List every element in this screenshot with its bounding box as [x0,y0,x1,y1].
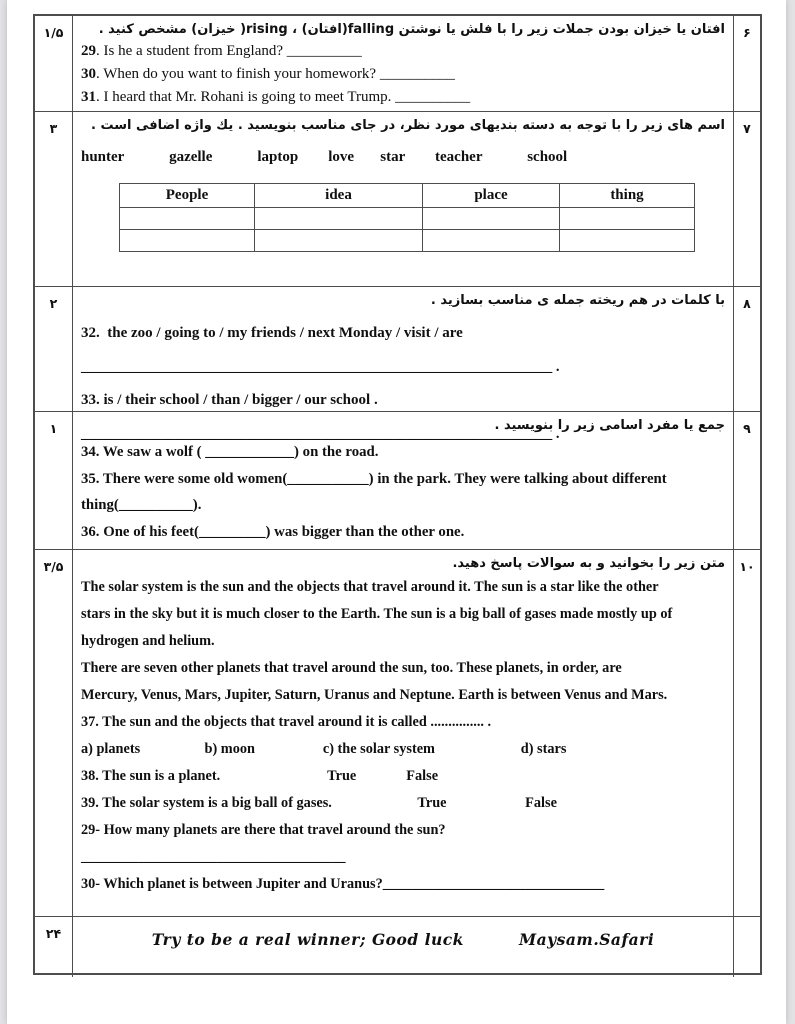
question-number-cell-8 [733,287,760,412]
instruction-fa-section-6: افتان یا خیزان بودن جملات زیر را با فلش یا نوشتن falling(افتان) ، rising( خیزان) مشخص کنید . [98,22,725,37]
question-text: . Is he a student from England? __________ [96,43,362,59]
column-header-thing: thing [560,184,695,208]
score-value: ۳ [49,121,58,136]
answer-cell [255,208,423,230]
section-10-content [73,550,733,917]
section-number: ۹ [743,421,751,436]
true-false-line-38: 38. The sun is a planet. True False [81,768,439,784]
score-value: ۱ [49,421,58,436]
score-cell-section-7 [35,112,73,287]
total-score-value: ۲۴ [45,926,62,941]
answer-blank-32: _________________________________________________________________ . [81,359,560,375]
column-header-idea: idea [255,184,423,208]
score-cell-section-6 [35,16,73,112]
instruction-fa-section-9: جمع یا مفرد اسامی زیر را بنویسید . [494,418,725,433]
question-line-30b: 30- Which planet is between Jupiter and Uranus?_______________________________ [81,876,605,892]
question-line-30 [81,63,725,86]
question-line-37: 37. The sun and the objects that travel around it is called ............... . [81,714,492,730]
score-value: ۳/۵ [43,559,64,574]
section-7-content [73,112,733,287]
answer-blank-33: _________________________________________________________________ . [81,426,560,442]
footer-author: Maysam.Safari [518,930,655,949]
section-number: ۷ [743,121,751,136]
question-number: 30 [81,66,96,82]
section-number: ۶ [743,25,751,40]
passage-line: There are seven other planets that travel around the sun, too. These planets, in order, are [81,660,622,676]
score-value: ۲ [49,296,58,311]
score-value: ۱/۵ [43,25,64,40]
total-score-cell [35,917,73,977]
instruction-fa-section-8: با کلمات در هم ریخته جمله ی مناسب بسازید . [430,293,725,308]
passage-line: hydrogen and helium. [81,633,215,649]
score-cell-section-8 [35,287,73,412]
true-false-line-39: 39. The solar system is a big ball of gases. True False [81,795,557,811]
column-header-people: People [120,184,255,208]
passage-line: stars in the sky but it is much closer to the Earth. The sun is a big ball of gases made mostly up of [81,606,673,622]
answer-cell [560,208,695,230]
answer-cell [423,208,560,230]
question-text: . When do you want to finish your homework? __________ [96,66,455,82]
answer-cell [120,208,255,230]
question-line-29b: 29- How many planets are there that travel around the sun? [81,822,446,838]
classification-table [119,183,695,252]
question-number-cell-10 [733,550,760,917]
answer-cell [120,230,255,252]
exam-table [33,14,762,975]
instruction-fa-section-7: اسم های زیر را با توجه به دسته بندیهای مورد نظر، در جای مناسب بنویسید . یك واژه اضافی است . [91,118,725,133]
question-line-36: 36. One of his feet(_________) was bigger than the other one. [81,523,465,540]
footer-number-cell [733,917,760,977]
instruction-fa-section-10: متن زیر را بخوانید و به سوالات پاسخ دهید. [452,556,725,571]
table-row [120,230,695,252]
answer-cell [560,230,695,252]
answer-cell [255,230,423,252]
score-cell-section-9 [35,412,73,550]
question-line-35: 35. There were some old women(___________) in the park. They were talking about different [81,470,667,487]
question-text: . I heard that Mr. Rohani is going to meet Trump. __________ [96,89,471,105]
score-cell-section-10 [35,550,73,917]
word-bank: hunter gazelle laptop love star teacher school [81,149,568,165]
exam-paper-page [7,0,786,1024]
section-6-content [73,16,733,112]
question-line-35-continued: thing(__________). [81,497,202,513]
question-number-cell-6 [733,16,760,112]
section-number: ۸ [743,296,751,311]
answer-cell [423,230,560,252]
question-line-34: 34. We saw a wolf ( ____________) on the road. [81,444,379,460]
footer-content [73,917,733,977]
section-9-content [73,412,733,550]
question-line-33: 33. is / their school / than / bigger / our school . [81,392,378,408]
passage-line: The solar system is the sun and the objects that travel around it. The sun is a star like the other [81,579,659,595]
section-number: ۱۰ [739,559,755,574]
table-header-row [120,184,695,208]
choices-line-37: a) planets b) moon c) the solar system d) stars [81,741,567,757]
column-header-place: place [423,184,560,208]
question-number-cell-7 [733,112,760,287]
question-number: 29 [81,43,96,59]
passage-line: Mercury, Venus, Mars, Jupiter, Saturn, Uranus and Neptune. Earth is between Venus and Mars. [81,687,668,703]
question-number-cell-9 [733,412,760,550]
question-line-29 [81,40,725,63]
question-number: 31 [81,89,96,105]
answer-blank-29b: _____________________________________ [81,849,346,865]
table-row [120,208,695,230]
question-line-31 [81,86,725,109]
question-line-32: 32. the zoo / going to / my friends / next Monday / visit / are [81,325,463,341]
footer-message: Try to be a real winner; Good luck [151,930,464,949]
